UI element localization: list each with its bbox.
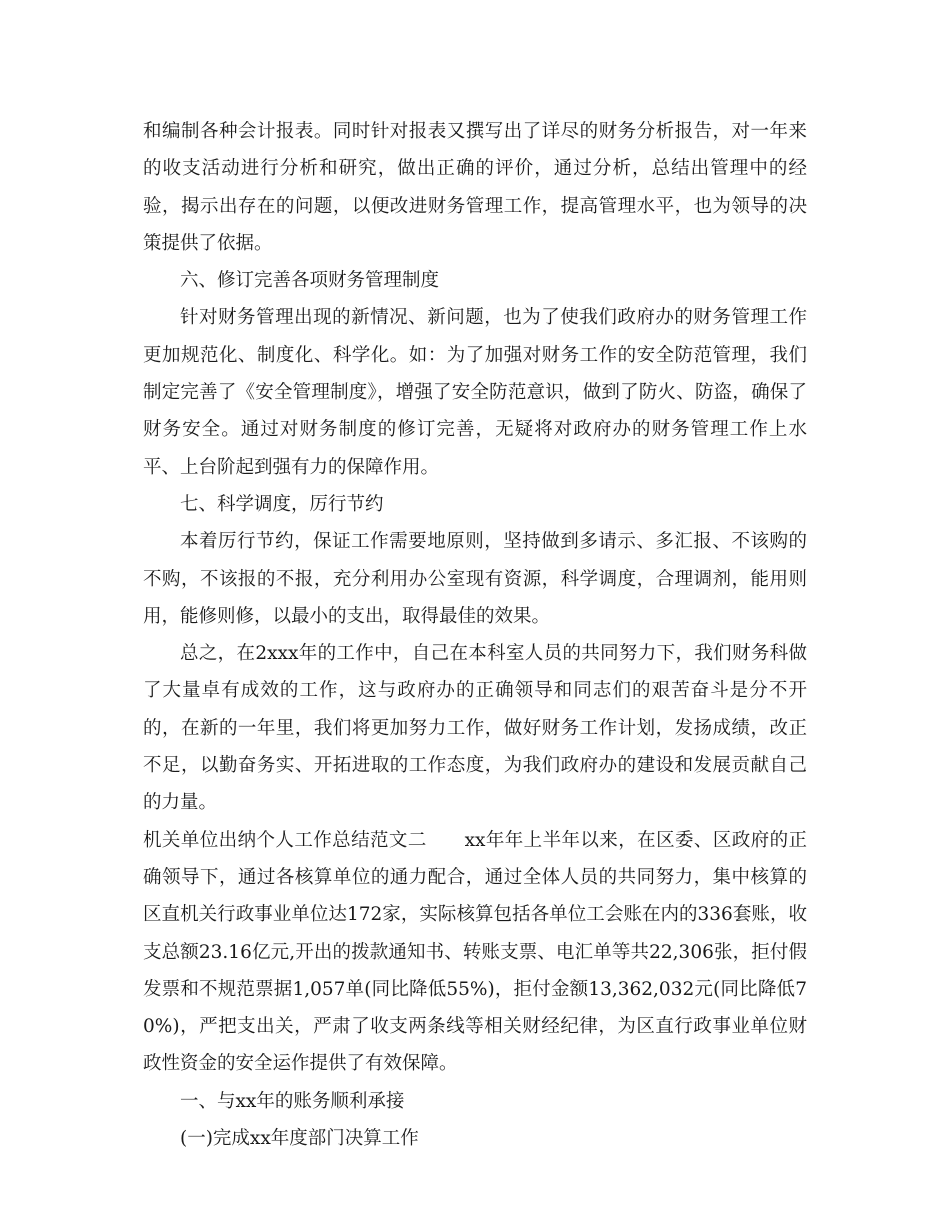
heading-subsection-one: (一)完成xx年度部门决算工作	[180, 1128, 419, 1150]
heading-section-seven: 七、科学调度，厉行节约	[180, 493, 384, 515]
paragraph-financial-reports: 和编制各种会计报表。同时针对报表又撰写出了详尽的财务分析报告，对一年来的收支活动进行分析和研究，做出正确的评价，通过分析，总结出管理中的经验，揭示出存在的问题，以便改进财务管理工作，提高管理水平，也为领导的决策提供了依据。	[143, 121, 807, 254]
paragraph-management-system: 针对财务管理出现的新情况、新问题，也为了使我们政府办的财务管理工作更加规范化、制度化、科学化。如：为了加强对财务工作的安全防范管理，我们制定完善了《安全管理制度》，增强了安全防范意识，做到了防火、防盗，确保了财务安全。通过对财务制度的修订完善，无疑将对政府办的财务管理工作上水平、上台阶起到强有力的保障作用。	[143, 307, 807, 478]
paragraph-conclusion: 总之，在2xxx年的工作中，自己在本科室人员的共同努力下，我们财务科做了大量卓有成效的工作，这与政府办的正确领导和同志们的艰苦奋斗是分不开的，在新的一年里，我们将更加努力工作，做好财务工作计划，发扬成绩，改正不足，以勤奋务实、开拓进取的工作态度，为我们政府办的建设和发展贡献自己的力量。	[143, 643, 807, 814]
heading-section-six: 六、修订完善各项财务管理制度	[180, 270, 440, 292]
document-body	[143, 113, 807, 1157]
paragraph-sample-two: 机关单位出纳个人工作总结范文二 xx年年上半年以来，在区委、区政府的正确领导下，通过各核算单位的通力配合，通过全体人员的共同努力，集中核算的区直机关行政事业单位达172家，实际核算包括各单位工会账在内的336套账，收支总额23.16亿元,开出的拨款通知书、转账支票、电汇单等共22,306张，拒付假发票和不规范票据1,057单(同比降低55%)，拒付金额13,362,032元(同比降低70%)，严把支出关，严肃了收支两条线等相关财经纪律，为区直行政事业单位财政性资金的安全运作提供了有效保障。	[143, 829, 807, 1075]
paragraph-thrift: 本着厉行节约，保证工作需要地原则，坚持做到多请示、多汇报、不该购的不购，不该报的不报，充分利用办公室现有资源，科学调度，合理调剂，能用则用，能修则修，以最小的支出，取得最佳的效果。	[143, 531, 807, 627]
heading-section-one: 一、与xx年的账务顺利承接	[180, 1090, 405, 1112]
